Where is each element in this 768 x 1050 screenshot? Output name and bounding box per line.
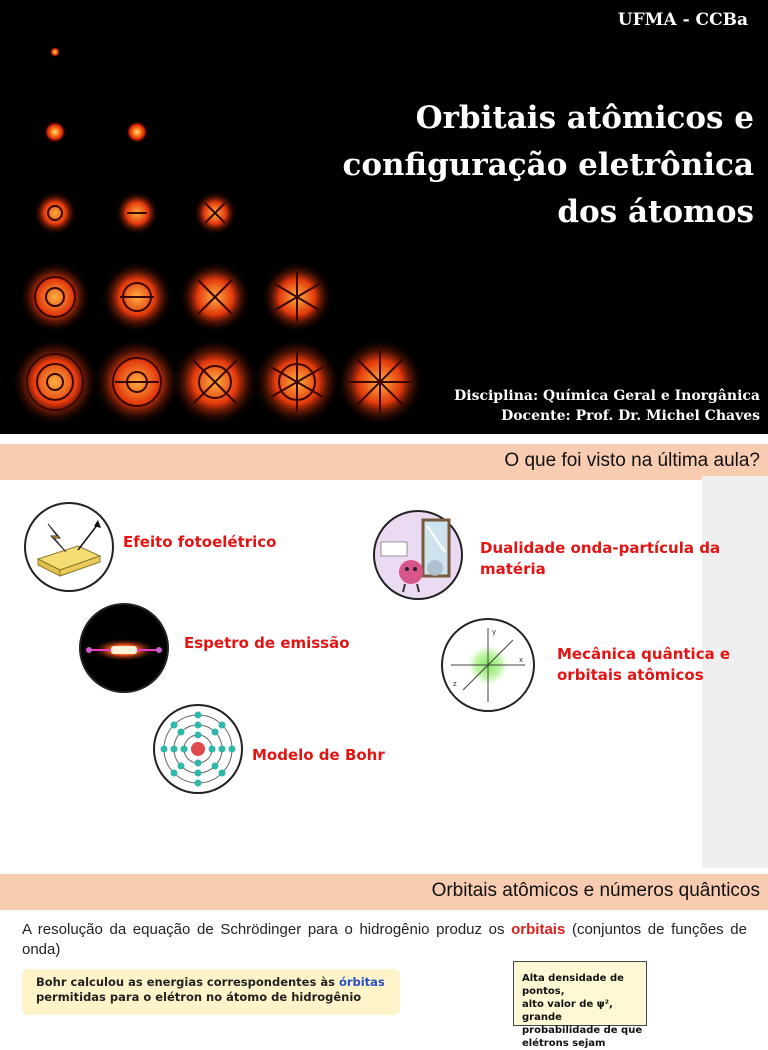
highlight-orbitas: órbitas [338,975,385,989]
discipline-label: Disciplina: Química Geral e Inorgânica [454,388,760,404]
orbital-1s [50,47,60,57]
title-line: dos átomos [557,194,754,230]
title-line: Orbitais atômicos e [415,100,754,136]
orbital-2s [44,121,66,143]
paragraph-text: A resolução da equação de Schrödinger para o hidrogênio produz os [22,921,512,938]
course-info [454,386,760,426]
header-bar [0,874,768,910]
topic-photoelectric: Efeito fotoelétrico [123,533,277,551]
topic-wave-particle-duality [480,538,720,580]
orbital-2p [126,121,148,143]
callout-line: elétrons sejam [522,1038,606,1049]
institution-label: UFMA - CCBa [617,10,748,30]
paragraph-text: (conjuntos de funções de onda) [22,921,747,958]
teacher-label: Docente: Prof. Dr. Michel Chaves [501,408,760,424]
callout-line: Alta densidade de pontos, [522,973,624,997]
orbital-5s [11,338,99,426]
orbital-3s [33,191,77,235]
callout-text [522,972,646,1050]
review-slide [0,440,768,868]
callout-line: probabilidade de que [522,1025,643,1036]
wave-particle-duality-icon [373,510,463,600]
topic-quantum-mechanics [557,644,730,686]
density-callout [513,961,647,1049]
title-line: configuração eletrônica [342,147,754,183]
slide-header: Orbitais atômicos e números quânticos [431,880,760,901]
slide-header: O que foi visto na última aula? [504,450,760,471]
title-slide [0,0,768,434]
bohr-note-box [22,969,400,1015]
svg-text:z: z [453,680,457,688]
svg-text:y: y [492,628,497,636]
bohr-atom-icon [153,704,243,794]
topic-label-line: matéria [480,560,546,578]
topic-emission-spectrum: Espetro de emissão [184,634,350,652]
photoelectric-icon [24,502,114,592]
highlight-orbitais: orbitais [511,921,566,938]
topic-label-line: Mecânica quântica e [557,645,731,663]
topic-label-line: orbitais atômicos [557,666,704,684]
note-line: Bohr calculou as energias correspondentes às [36,975,339,989]
header-bar [0,444,768,480]
intro-paragraph [22,920,747,960]
svg-text:x: x [519,656,524,664]
note-text [36,975,385,1005]
note-line: permitidas para o elétron no átomo de hidrogênio [36,990,362,1004]
slide-title [284,95,754,236]
quantum-orbital-icon [441,618,535,712]
orbital-4s [19,261,91,333]
topic-bohr-model: Modelo de Bohr [252,746,385,764]
orbitals-slide [0,874,768,1049]
callout-line: alto valor de ψ², grande [522,999,613,1023]
topic-label-line: Dualidade onda-partícula da [480,539,721,557]
emission-spectrum-icon [79,603,169,693]
